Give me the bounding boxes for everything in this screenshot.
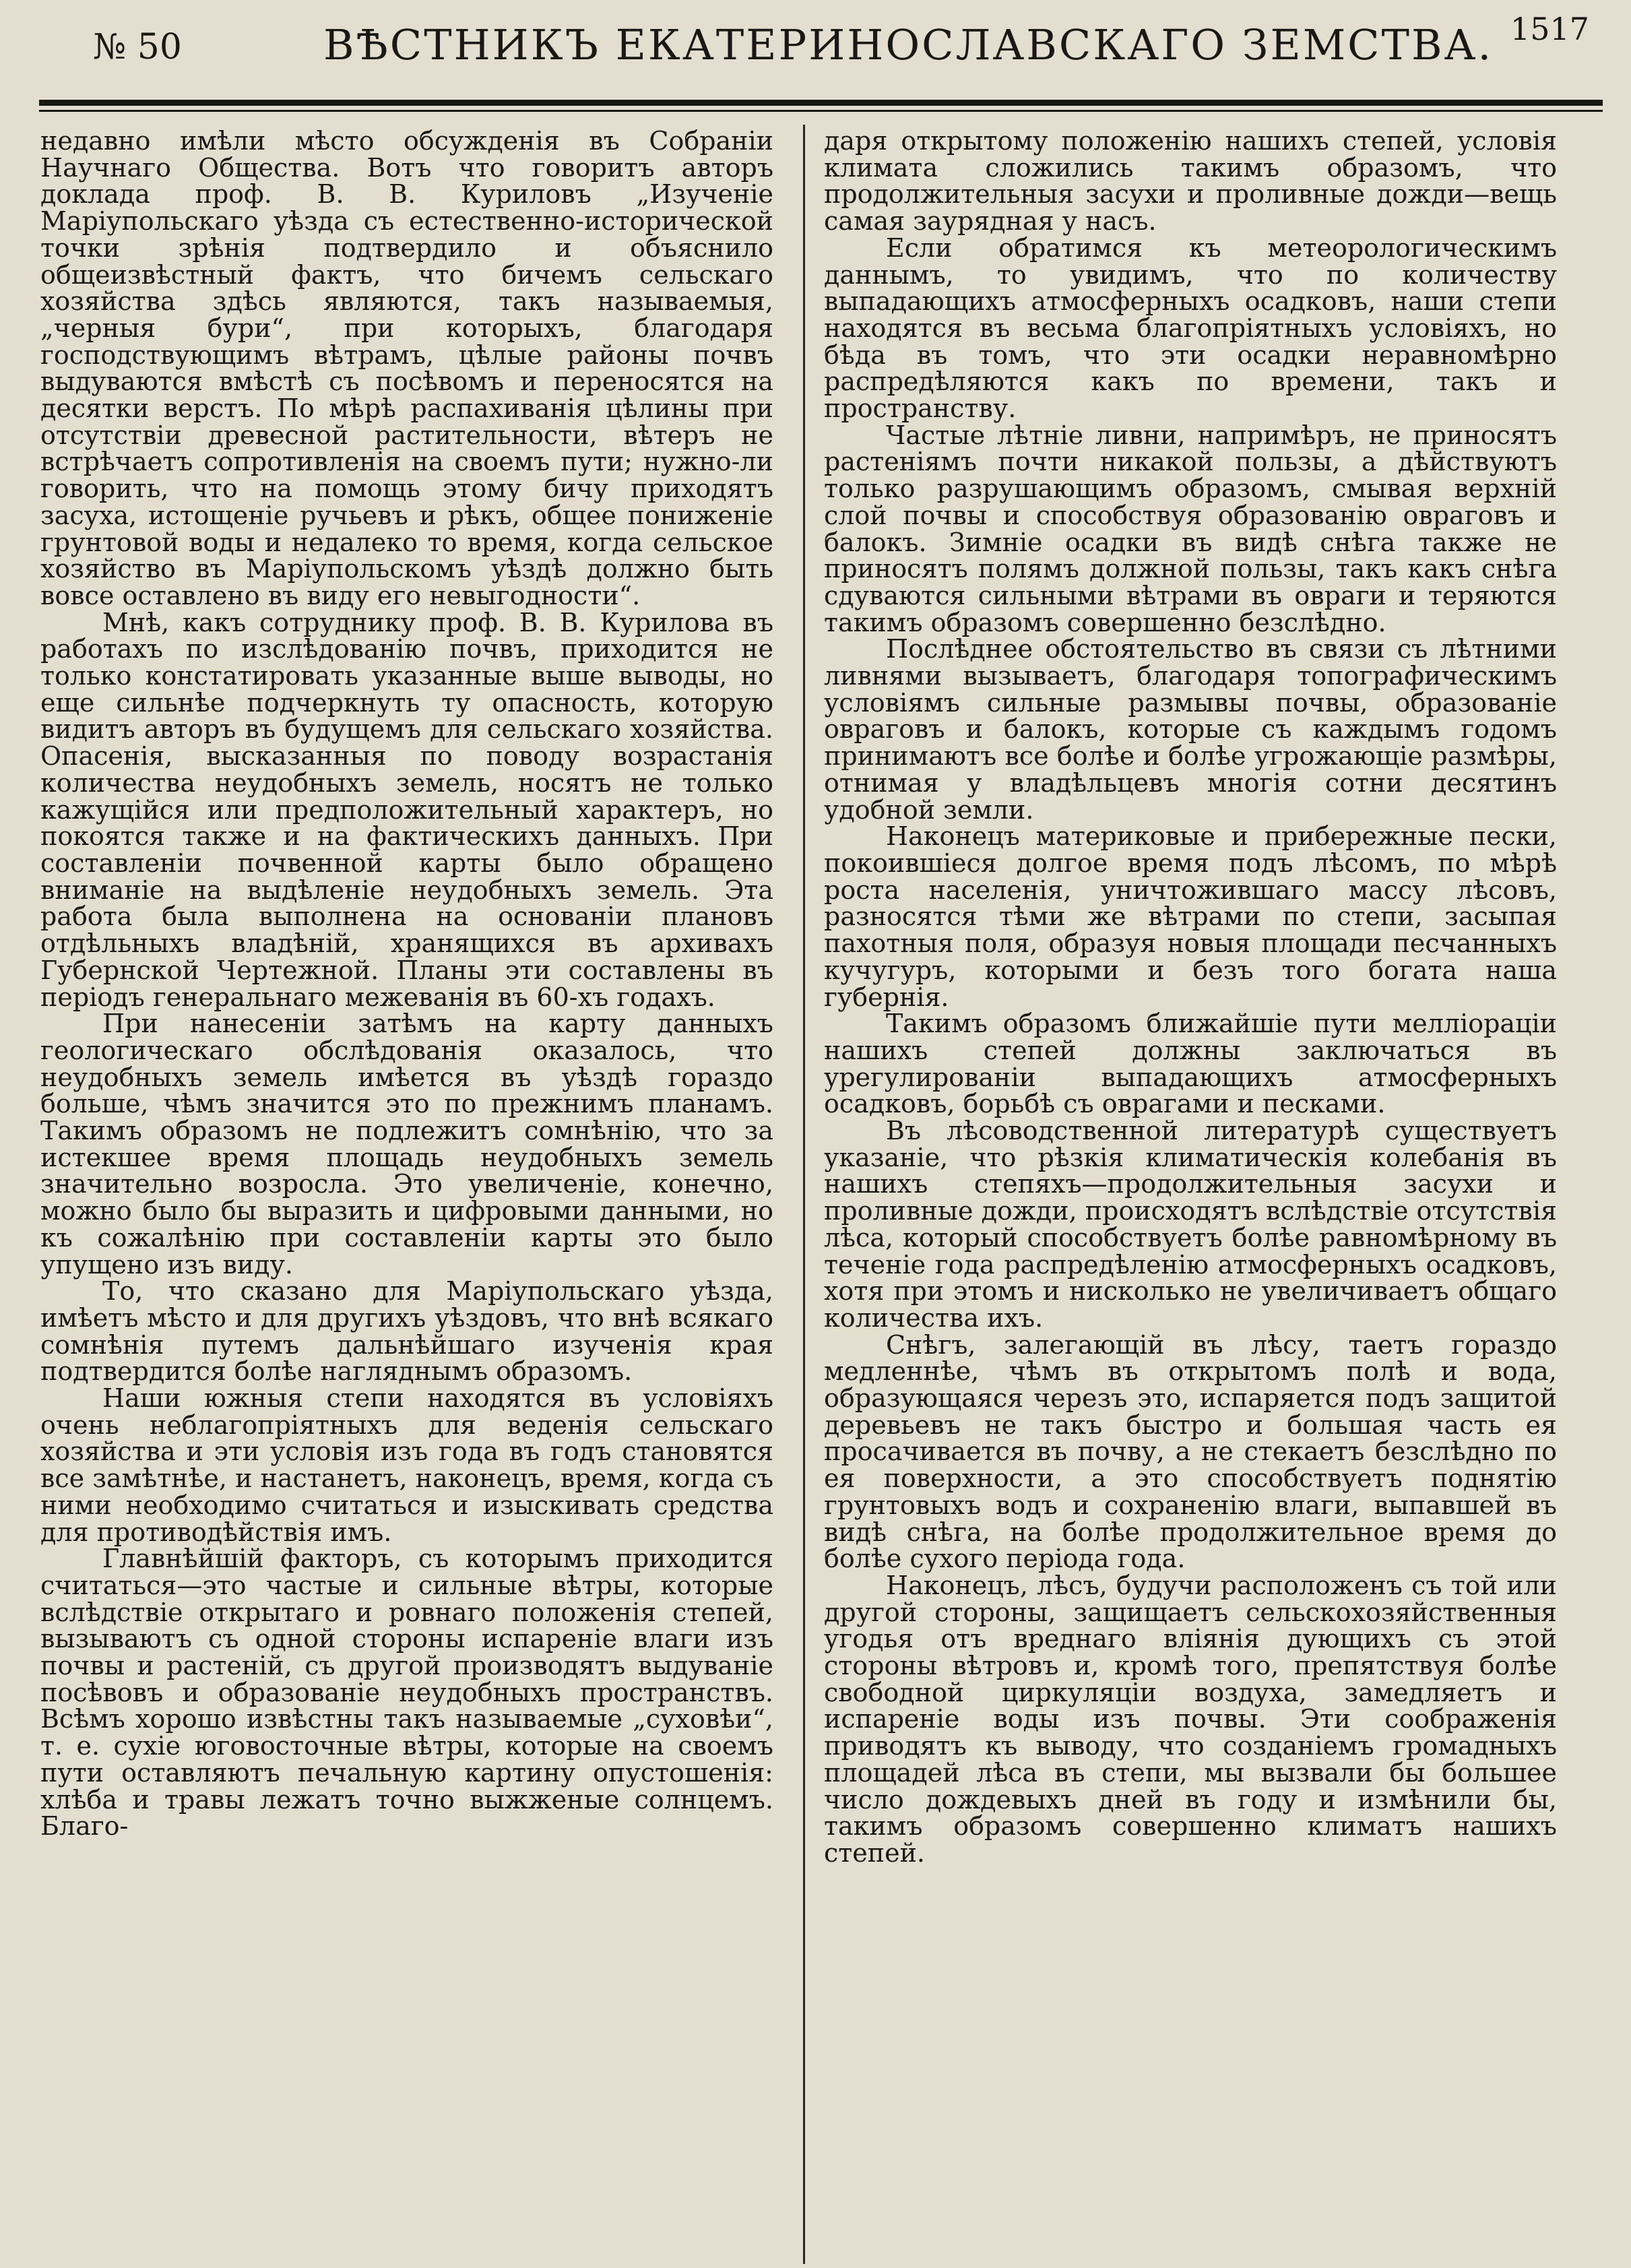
paragraph: Снѣгъ, залегающій въ лѣсу, таетъ гораздо медленнѣе, чѣмъ въ открытомъ полѣ и вода, образующаяся черезъ это, испаряется подъ защитой деревьевъ не такъ быстро и большая часть ея просачивается въ почву, а не стекаетъ безслѣдно по ея поверхности, а это способствуетъ поднятію грунтовыхъ водъ и сохраненію влаги, выпавшей въ видѣ снѣга, на болѣе продолжительное время до болѣе сухого періода года.: [824, 1329, 1557, 1574]
paragraph: даря открытому положенію нашихъ степей, условія климата сложились такимъ образомъ, что продолжительныя засухи и проливные дожди—вещь самая заурядная у насъ.: [824, 126, 1557, 237]
left-column: [40, 128, 773, 1840]
issue-number: № 50: [93, 27, 182, 67]
paragraph: Мнѣ, какъ сотруднику проф. В. В. Курилова въ работахъ по изслѣдованію почвъ, приходится не только констатировать указанные выше выводы, но еще сильнѣе подчеркнуть ту опасность, которую видитъ авторъ въ будущемъ для сельскаго хозяйства. Опасенія, высказанныя по поводу возрастанія количества неудобныхъ земель, носятъ не только кажущійся или предположительный характеръ, но покоятся также и на фактическихъ данныхъ. При составленіи почвенной карты было обращено вниманіе на выдѣленіе неудобныхъ земель. Эта работа была выполнена на основаніи плановъ отдѣльныхъ владѣній, хранящихся въ архивахъ Губернской Чертежной. Планы эти составлены въ періодъ генеральнаго межеванія въ 60-хъ годахъ.: [40, 607, 773, 1012]
paragraph: недавно имѣли мѣсто обсужденія въ Собраніи Научнаго Общества. Вотъ что говоритъ авторъ доклада проф. В. В. Куриловъ „Изученіе Маріупольскаго уѣзда съ естественно-исторической точки зрѣнія подтвердило и объяснило общеизвѣстный фактъ, что бичемъ сельскаго хозяйства здѣсь являются, такъ называемыя, „черныя бури“, при которыхъ, благодаря господствующимъ вѣтрамъ, цѣлые районы почвъ выдуваются вмѣстѣ съ посѣвомъ и переносятся на десятки верстъ. По мѣрѣ распахиванія цѣлины при отсутствіи древесной растительности, вѣтеръ не встрѣчаетъ сопротивленія на своемъ пути; нужно-ли говорить, что на помощь этому бичу приходятъ засуха, истощеніе ручьевъ и рѣкъ, общее пониженіе грунтовой воды и недалеко то время, когда сельское хозяйство въ Маріупольскомъ уѣздѣ должно быть вовсе оставлено въ виду его невыгодности“.: [40, 126, 773, 610]
paragraph: Главнѣйшій факторъ, съ которымъ приходится считаться—это частые и сильные вѣтры, которые вслѣдствіе открытаго и ровнаго положенія степей, вызываютъ съ одной стороны испареніе влаги изъ почвы и растеній, съ другой производятъ выдуваніе посѣвовъ и образованіе неудобныхъ пространствъ. Всѣмъ хорошо извѣстны такъ называемые „суховѣи“, т. е. сухіе юговосточные вѣтры, которые на своемъ пути оставляютъ печальную картину опустошенія: хлѣба и травы лежатъ точно выжженые солнцемъ. Благо-: [40, 1544, 773, 1841]
page-number: 1517: [1510, 11, 1589, 47]
paragraph: То, что сказано для Маріупольскаго уѣзда, имѣетъ мѣсто и для другихъ уѣздовъ, что внѣ всякаго сомнѣнія путемъ дальнѣйшаго изученія края подтвердится болѣе нагляднымъ образомъ.: [40, 1276, 773, 1387]
column-divider: [803, 125, 805, 2264]
paragraph: Наконецъ материковые и прибережные пески, покоившіеся долгое время подъ лѣсомъ, по мѣрѣ роста населенія, уничтожившаго массу лѣсовъ, разносятся тѣми же вѣтрами по степи, засыпая пахотныя поля, образуя новыя площади песчанныхъ кучугуръ, которыми и безъ того богата наша губернія.: [824, 821, 1557, 1012]
paragraph: Если обратимся къ метеорологическимъ даннымъ, то увидимъ, что по количеству выпадающихъ атмосферныхъ осадковъ, наши степи находятся въ весьма благопріятныхъ условіяхъ, но бѣда въ томъ, что эти осадки неравномѣрно распредѣляются какъ по времени, такъ и пространству.: [824, 232, 1557, 424]
header-rule-thin: [39, 110, 1603, 112]
paragraph: Послѣднее обстоятельство въ связи съ лѣтними ливнями вызываетъ, благодаря топографическимъ условіямъ сильные размывы почвы, образованіе овраговъ и балокъ, которые съ каждымъ годомъ принимаютъ все болѣе и болѣе угрожающіе размѣры, отнимая у владѣльцевъ многія сотни десятинъ удобной земли.: [824, 634, 1557, 825]
paragraph: Наконецъ, лѣсъ, будучи расположенъ съ той или другой стороны, защищаетъ сельскохозяйственныя угодья отъ вреднаго вліянія дующихъ съ этой стороны вѣтровъ и, кромѣ того, препятствуя болѣе свободной циркуляціи воздуха, замедляетъ и испареніе воды изъ почвы. Эти соображенія приводятъ къ выводу, что созданіемъ громадныхъ площадей лѣса въ степи, мы вызвали бы большее число дождевыхъ дней въ году и измѣнили бы, такимъ образомъ совершенно климатъ нашихъ степей.: [824, 1570, 1557, 1868]
paragraph: При нанесеніи затѣмъ на карту данныхъ геологическаго обслѣдованія оказалось, что неудобныхъ земель имѣется въ уѣздѣ гораздо больше, чѣмъ значится это по прежнимъ планамъ. Такимъ образомъ не подлежитъ сомнѣнію, что за истекшее время площадь неудобныхъ земель значительно возросла. Это увеличеніе, конечно, можно было бы выразить и цифровыми данными, но къ сожалѣнію при составленіи карты это было упущено изъ виду.: [40, 1009, 773, 1280]
right-column: [824, 128, 1557, 1867]
publication-title: ВѢСТНИКЪ ЕКАТЕРИНОСЛАВСКАГО ЗЕМСТВА.: [323, 20, 1494, 69]
paragraph: Въ лѣсоводственной литературѣ существуетъ указаніе, что рѣзкія климатическія колебанія въ нашихъ степяхъ—продолжительныя засухи и проливные дожди, происходятъ вслѣдствіе отсутствія лѣса, который способствуетъ болѣе равномѣрному въ теченіе года распредѣленію атмосферныхъ осадковъ, хотя при этомъ и нисколько не увеличиваетъ общаго количества ихъ.: [824, 1116, 1557, 1333]
paragraph: Частые лѣтніе ливни, напримѣръ, не приносятъ растеніямъ почти никакой пользы, а дѣйствуютъ только разрушающимъ образомъ, смывая верхній слой почвы и способствуя образованію овраговъ и балокъ. Зимніе осадки въ видѣ снѣга также не приносятъ полямъ должной пользы, такъ какъ снѣга сдуваются сильными вѣтрами въ овраги и теряются такимъ образомъ совершенно безслѣдно.: [824, 420, 1557, 637]
paragraph: Наши южныя степи находятся въ условіяхъ очень неблагопріятныхъ для веденія сельскаго хозяйства и эти условія изъ года въ годъ становятся все замѣтнѣе, и настанетъ, наконецъ, время, когда съ ними необходимо считаться и изыскивать средства для противодѣйствія имъ.: [40, 1383, 773, 1547]
paragraph: Такимъ образомъ ближайшіе пути мелліораціи нашихъ степей должны заключаться въ урегулированіи выпадающихъ атмосферныхъ осадковъ, борьбѣ съ оврагами и песками.: [824, 1009, 1557, 1119]
header-rule-thick: [39, 100, 1603, 106]
